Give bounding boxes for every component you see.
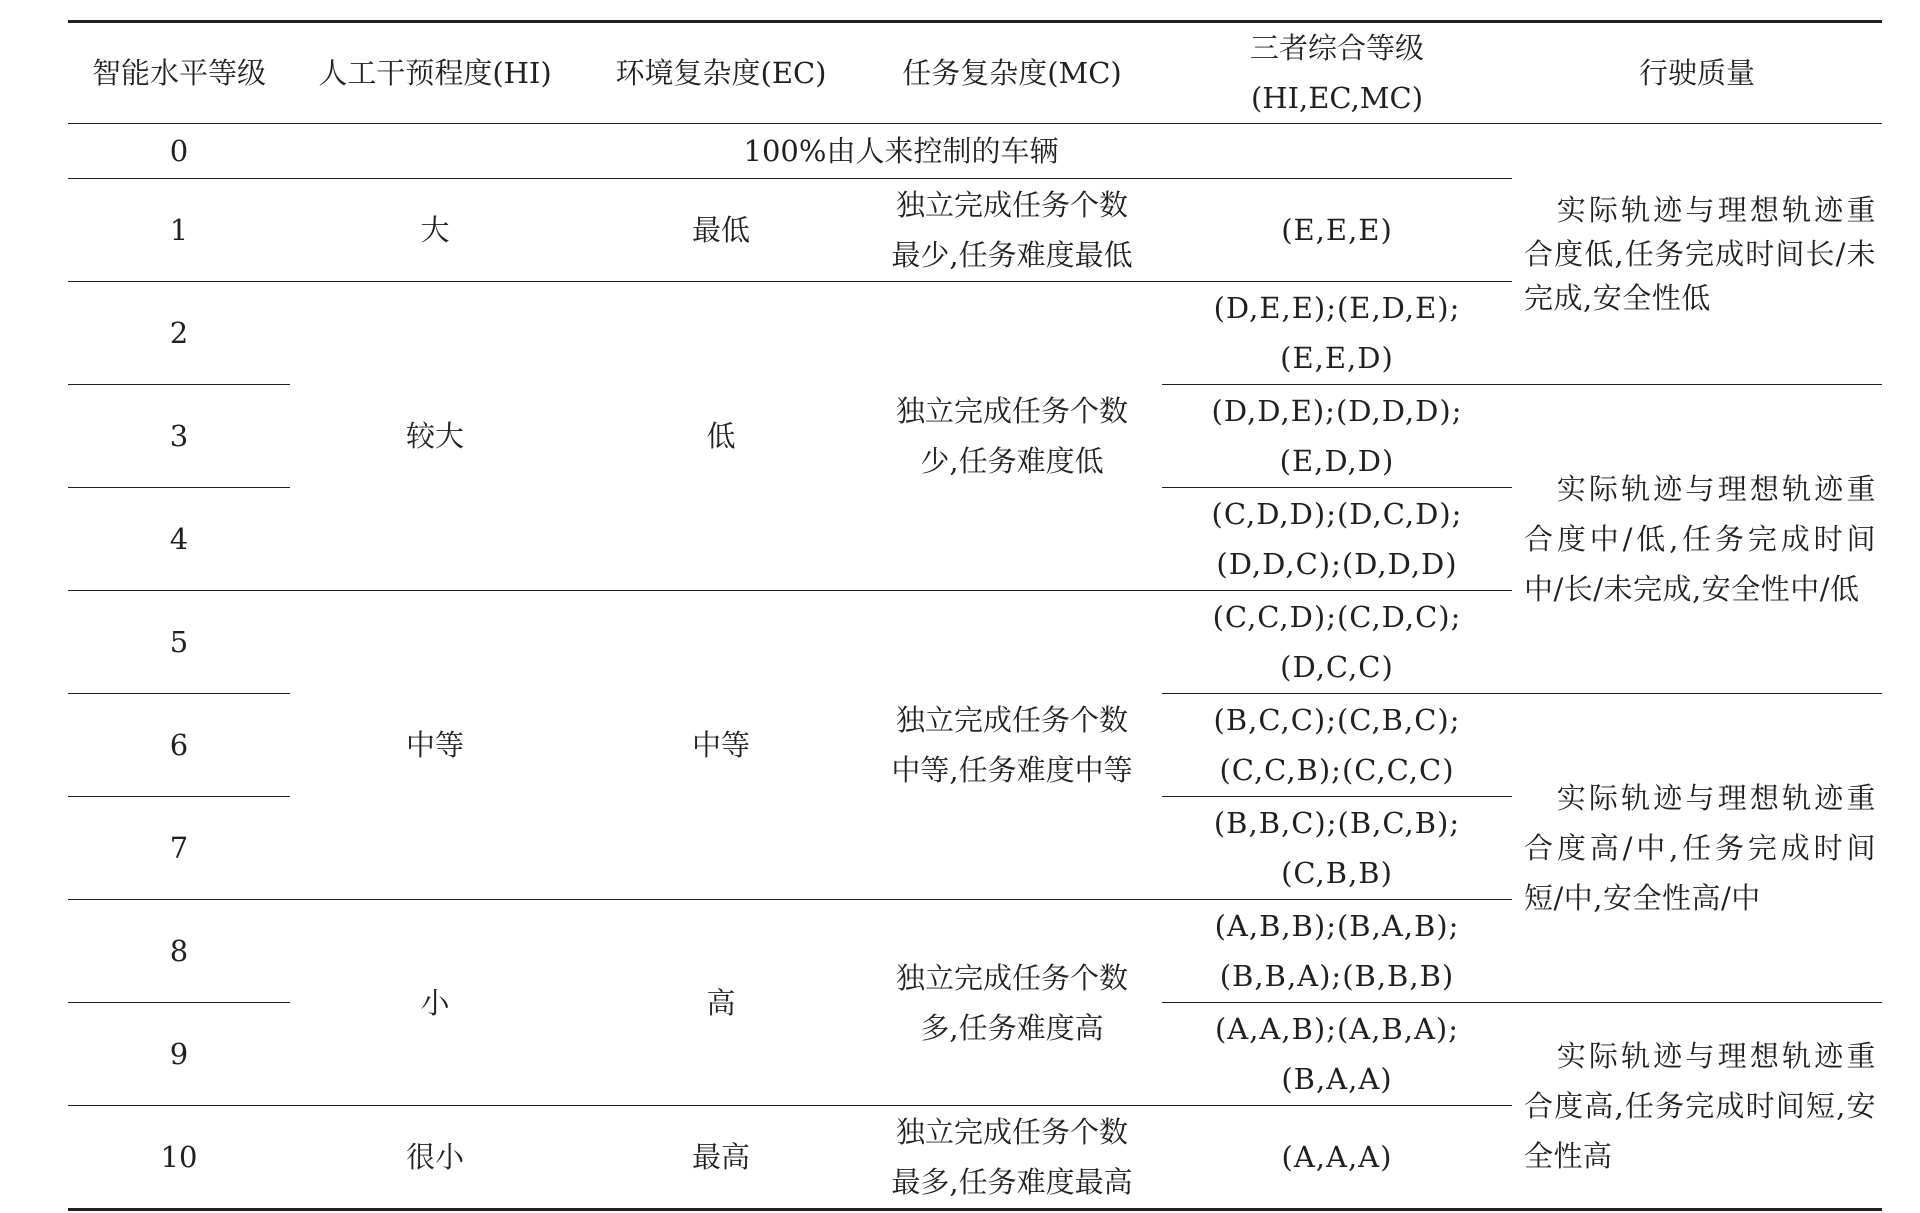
environment-complexity-cell: 低: [580, 282, 862, 591]
human-intervention-cell: 中等: [290, 591, 580, 900]
driving-quality-cell: [1512, 124, 1882, 385]
level-cell: 3: [68, 385, 290, 488]
header-driving-quality: 行驶质量: [1512, 22, 1882, 124]
combined-grade-cell: (E,E,E): [1162, 179, 1512, 282]
combined-grade-cell: (A,B,B);(B,A,B); (B,B,A);(B,B,B): [1162, 900, 1512, 1003]
header-intelligence-level: 智能水平等级: [68, 22, 290, 124]
driving-quality-text: 实际轨迹与理想轨迹重合度低,任务完成时间长/未完成,安全性低: [1524, 193, 1876, 315]
level-cell: 2: [68, 282, 290, 385]
mission-complexity-cell: 独立完成任务个数 中等,任务难度中等: [862, 591, 1162, 900]
human-intervention-cell: 很小: [290, 1106, 580, 1210]
level-cell: 4: [68, 488, 290, 591]
combined-grade-cell: (B,B,C);(B,C,B); (C,B,B): [1162, 797, 1512, 900]
human-intervention-cell: 小: [290, 900, 580, 1106]
driving-quality-cell: [1512, 1003, 1882, 1210]
combined-grade-cell: (B,C,C);(C,B,C); (C,C,B);(C,C,C): [1162, 694, 1512, 797]
level-cell: 1: [68, 179, 290, 282]
table-row: [68, 124, 1882, 179]
driving-quality-text: 实际轨迹与理想轨迹重合度高,任务完成时间短,安全性高: [1524, 1038, 1876, 1173]
level-cell: 5: [68, 591, 290, 694]
level-cell: 9: [68, 1003, 290, 1106]
header-row: [68, 22, 1882, 124]
environment-complexity-cell: 高: [580, 900, 862, 1106]
combined-grade-cell: (C,C,D);(C,D,C); (D,C,C): [1162, 591, 1512, 694]
human-controlled-vehicle-cell: 100%由人来控制的车辆: [290, 124, 1512, 179]
header-environment-complexity: 环境复杂度(EC): [580, 22, 862, 124]
combined-grade-cell: (D,E,E);(E,D,E); (E,E,D): [1162, 282, 1512, 385]
mission-complexity-cell: 独立完成任务个数 最少,任务难度最低: [862, 179, 1162, 282]
header-mission-complexity: 任务复杂度(MC): [862, 22, 1162, 124]
mission-complexity-cell: 独立完成任务个数 少,任务难度低: [862, 282, 1162, 591]
header-human-intervention: 人工干预程度(HI): [290, 22, 580, 124]
header-combined-grade: 三者综合等级 (HI,EC,MC): [1162, 22, 1512, 124]
combined-grade-cell: (D,D,E);(D,D,D); (E,D,D): [1162, 385, 1512, 488]
combined-grade-cell: (A,A,B);(A,B,A); (B,A,A): [1162, 1003, 1512, 1106]
level-cell: 8: [68, 900, 290, 1003]
driving-quality-cell: [1512, 385, 1882, 694]
driving-quality-cell: [1512, 694, 1882, 1003]
driving-quality-text: 实际轨迹与理想轨迹重合度中/低,任务完成时间中/长/未完成,安全性中/低: [1524, 472, 1876, 606]
mission-complexity-cell: 独立完成任务个数 最多,任务难度最高: [862, 1106, 1162, 1210]
combined-grade-cell: (C,D,D);(D,C,D); (D,D,C);(D,D,D): [1162, 488, 1512, 591]
combined-grade-cell: (A,A,A): [1162, 1106, 1512, 1210]
level-cell: 10: [68, 1106, 290, 1210]
mission-complexity-cell: 独立完成任务个数 多,任务难度高: [862, 900, 1162, 1106]
level-cell: 7: [68, 797, 290, 900]
environment-complexity-cell: 中等: [580, 591, 862, 900]
level-cell: 6: [68, 694, 290, 797]
human-intervention-cell: 较大: [290, 282, 580, 591]
driving-quality-text: 实际轨迹与理想轨迹重合度高/中,任务完成时间短/中,安全性高/中: [1524, 781, 1876, 915]
intelligence-level-table: [68, 20, 1882, 1211]
level-cell: 0: [68, 124, 290, 179]
environment-complexity-cell: 最低: [580, 179, 862, 282]
environment-complexity-cell: 最高: [580, 1106, 862, 1210]
human-intervention-cell: 大: [290, 179, 580, 282]
classification-table-wrapper: [68, 20, 1882, 1211]
